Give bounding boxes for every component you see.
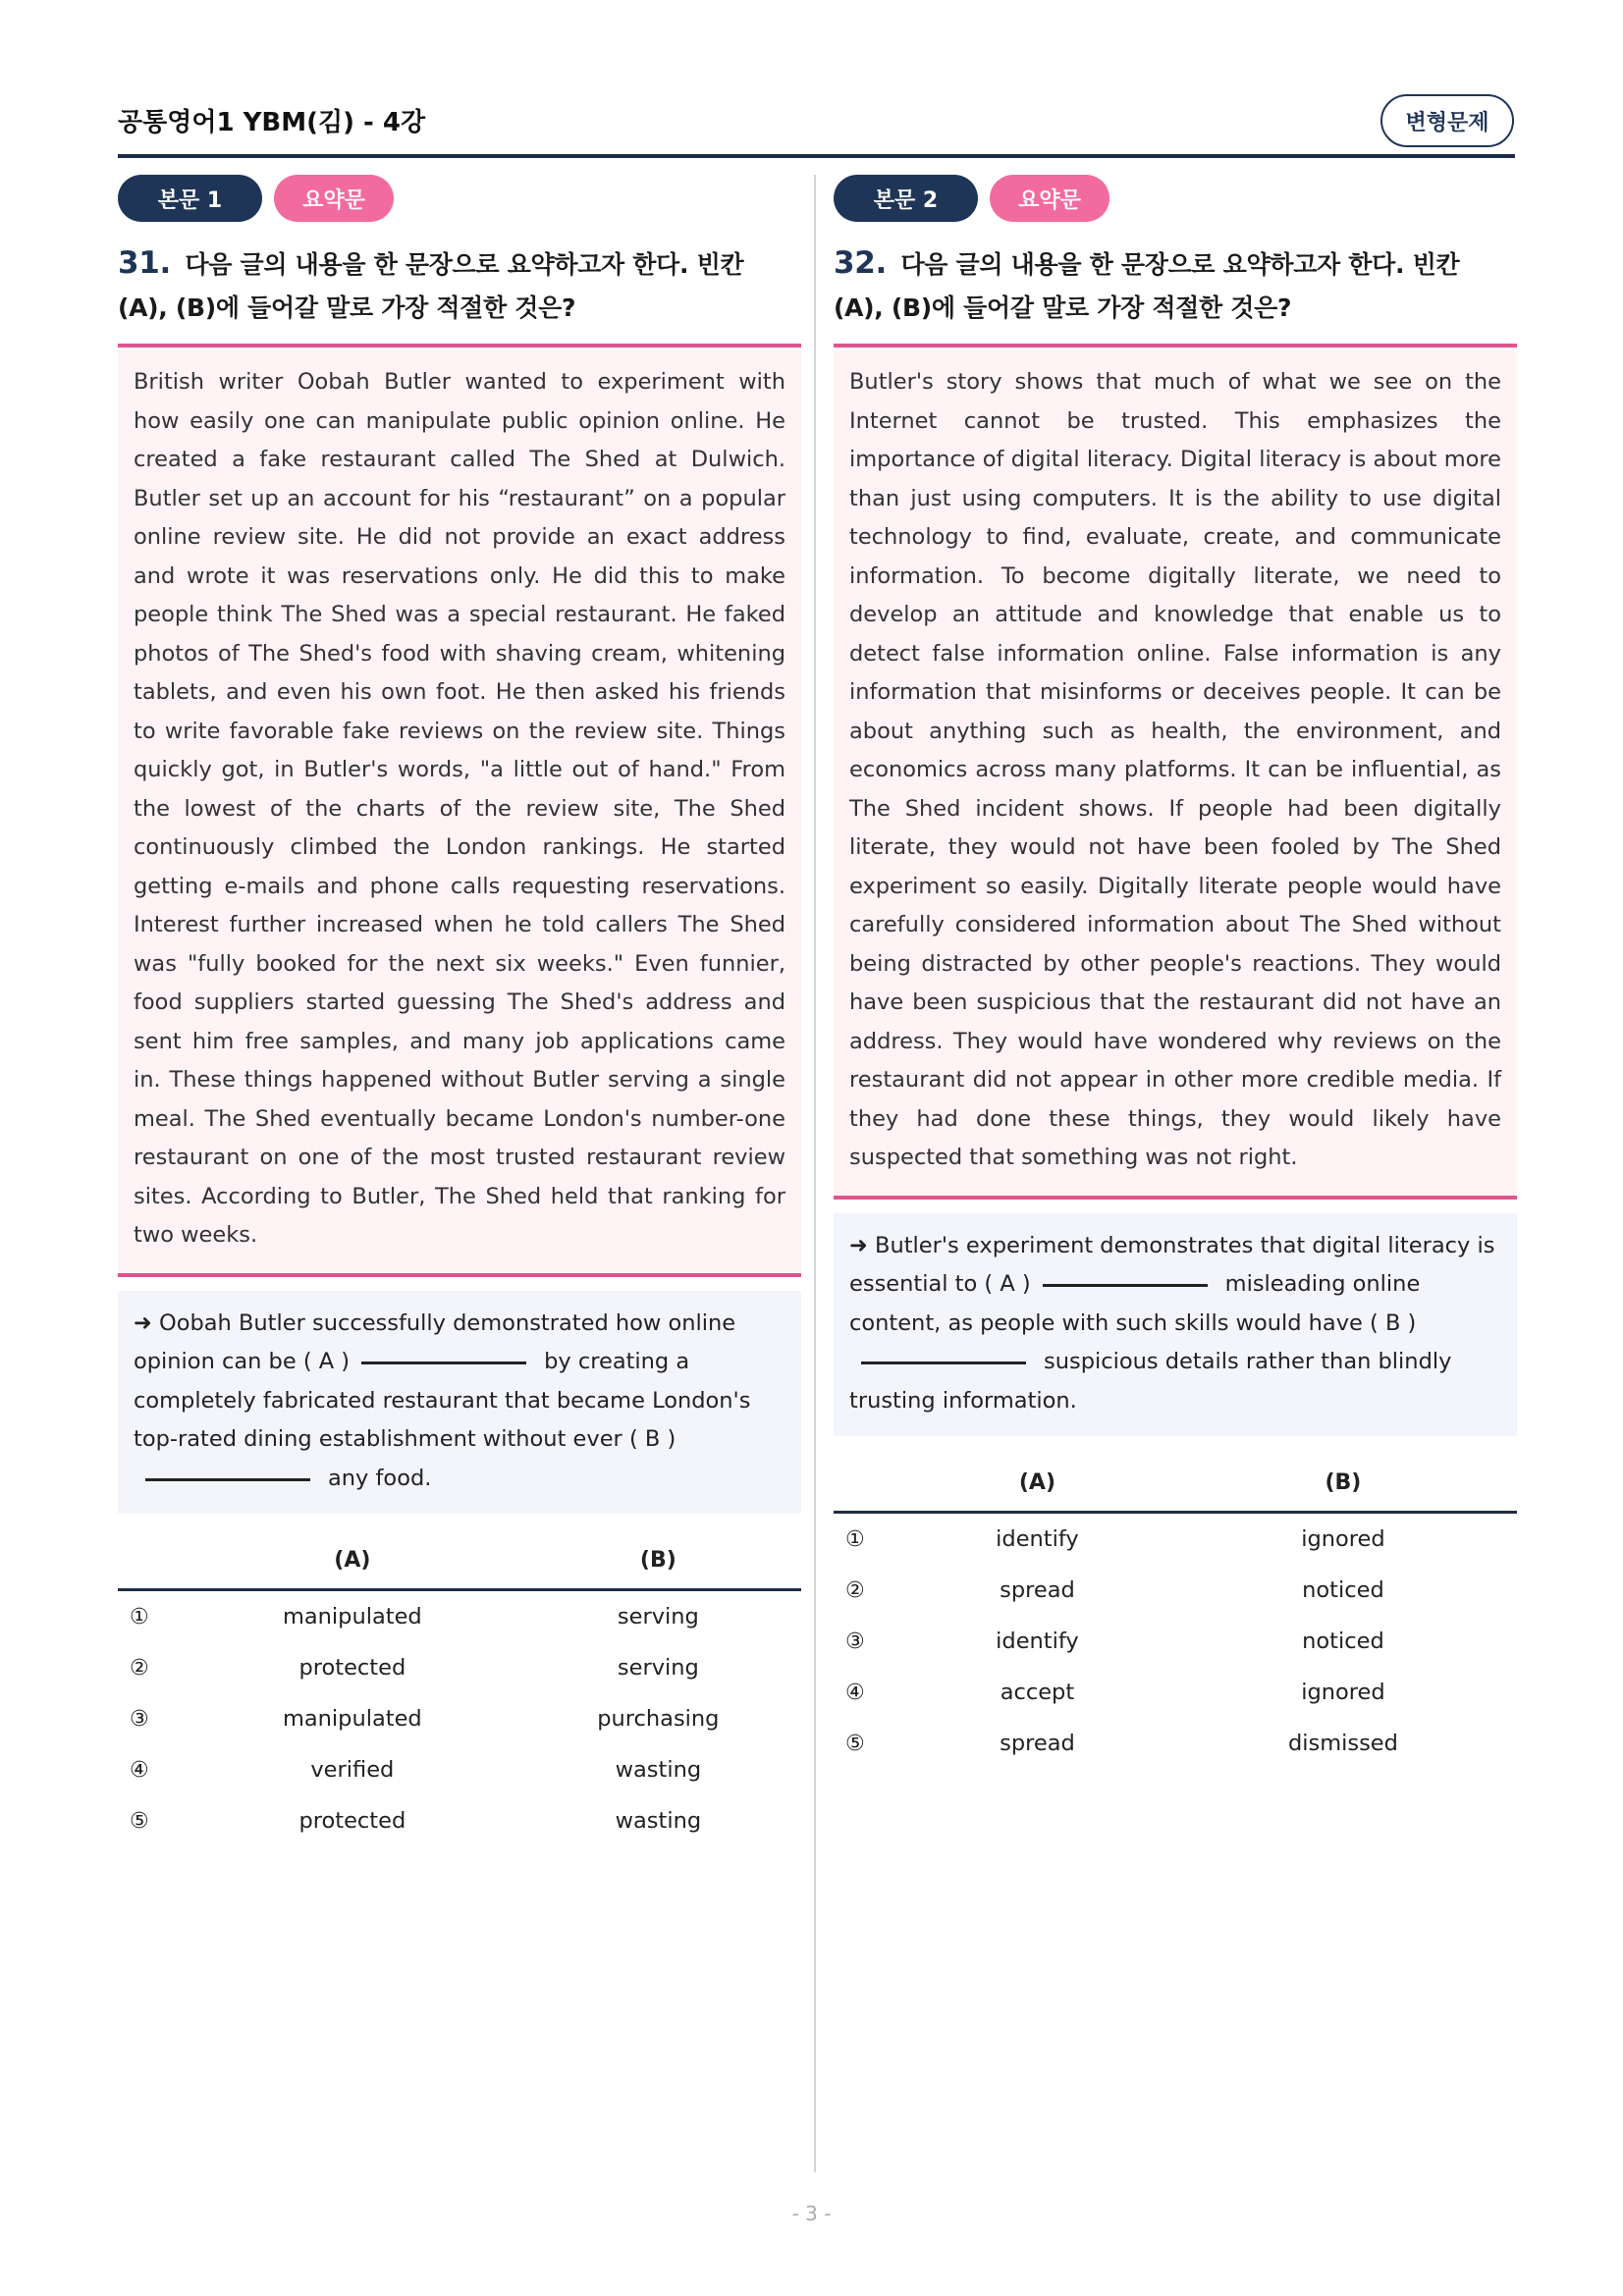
blank-b — [145, 1478, 310, 1481]
choice-a: identify — [996, 1526, 1079, 1552]
choice-b: wasting — [615, 1808, 702, 1834]
summary-box — [834, 1213, 1517, 1437]
question-prompt — [118, 241, 801, 330]
question-32-section — [834, 175, 1517, 1769]
choice-b: dismissed — [1287, 1731, 1398, 1756]
choice-a: spread — [1000, 1577, 1075, 1603]
tag-row — [118, 175, 801, 222]
choice-a: identify — [996, 1629, 1079, 1654]
choice-row[interactable] — [834, 1718, 1517, 1769]
choice-number: ⑤ — [845, 1731, 865, 1756]
choice-a: spread — [1000, 1731, 1075, 1756]
choice-b: serving — [617, 1604, 699, 1629]
column-divider — [814, 175, 816, 2172]
question-31-section — [118, 175, 801, 1846]
choice-b: wasting — [615, 1757, 702, 1783]
question-number: 31. — [118, 245, 172, 281]
summary-tag: 요약문 — [274, 175, 394, 222]
choice-row[interactable] — [834, 1667, 1517, 1718]
choice-number: ① — [845, 1526, 865, 1552]
choice-b: noticed — [1302, 1629, 1384, 1654]
choice-row[interactable] — [834, 1513, 1517, 1566]
choice-a: protected — [298, 1808, 406, 1834]
question-text: 다음 글의 내용을 한 문장으로 요약하고자 한다. 빈칸 (A), (B)에 들어갈 말로 가장 적절한 것은? — [118, 250, 744, 322]
choice-number: ③ — [130, 1706, 149, 1732]
choice-header-num — [118, 1531, 189, 1590]
choice-row[interactable] — [118, 1795, 801, 1846]
choice-row[interactable] — [118, 1693, 801, 1744]
choice-a: protected — [298, 1655, 406, 1681]
choice-header-a: (A) — [905, 1454, 1169, 1513]
summary-part-3: suspicious details rather than blindly trusting information. — [849, 1349, 1452, 1414]
choice-header-b: (B) — [515, 1531, 801, 1590]
choice-b: ignored — [1301, 1680, 1385, 1705]
choice-number: ④ — [130, 1757, 149, 1783]
passage-box: Butler's story shows that much of what we see on the Internet cannot be trusted. This emphasizes the importance of digital literacy. Digital literacy is about more than just using computers. It is the ability to use digital technology to find, evaluate, create, and communicate information. To become digitally literate, we need to develop an attitude and knowledge that enable us to detect false information online. False information is any information that misinforms or deceives people. It can be about anything such as health, the environment, and economics across many platforms. It can be influential, as The Shed incident shows. If people had been digitally literate, they would not have been fooled by The Shed experiment so easily. Digitally literate people would have carefully considered information about The Shed without being distracted by other people's reactions. They would have been suspicious that the restaurant did not have an address. They would have wondered why reviews on the restaurant did not appear in other more credible media. If they had done these things, they would likely have suspected that something was not right. — [834, 344, 1517, 1200]
question-text: 다음 글의 내용을 한 문장으로 요약하고자 한다. 빈칸 (A), (B)에 들어갈 말로 가장 적절한 것은? — [834, 250, 1460, 322]
choice-header-row — [118, 1531, 801, 1590]
choice-header-num — [834, 1454, 905, 1513]
choice-number: ② — [845, 1577, 865, 1603]
summary-tag: 요약문 — [990, 175, 1109, 222]
variant-badge: 변형문제 — [1380, 94, 1514, 147]
blank-a — [1043, 1284, 1208, 1287]
question-number: 32. — [834, 245, 888, 281]
summary-part-3: any food. — [328, 1465, 432, 1491]
choice-a: verified — [310, 1757, 395, 1783]
choice-header-b: (B) — [1169, 1454, 1517, 1513]
choice-number: ② — [130, 1655, 149, 1681]
summary-box — [118, 1291, 801, 1515]
choice-row[interactable] — [834, 1616, 1517, 1667]
passage-box: British writer Oobah Butler wanted to experiment with how easily one can manipulate public opinion online. He created a fake restaurant called The Shed at Dulwich. Butler set up an account for his “restaurant” on a popular online review site. He did not provide an exact address and wrote it was reservations only. He did this to make people think The Shed was a special restaurant. He faked photos of The Shed's food with shaving cream, whitening tablets, and even his own foot. He then asked his friends to write favorable fake reviews on the review site. Things quickly got, in Butler's words, "a little out of hand." From the lowest of the charts of the review site, The Shed continuously climbed the London rankings. He started getting e-mails and phone calls requesting reservations. Interest further increased when he told callers The Shed was "fully booked for the next six weeks." Even funnier, food suppliers started guessing The Shed's address and sent him free samples, and many job applications came in. These things happened without Butler serving a single meal. The Shed eventually became London's number-one restaurant on one of the most trusted restaurant review sites. According to Butler, The Shed held that ranking for two weeks. — [118, 344, 801, 1277]
choice-number: ④ — [845, 1680, 865, 1705]
choice-number: ① — [130, 1604, 149, 1629]
choice-row[interactable] — [118, 1590, 801, 1643]
choice-a: manipulated — [282, 1604, 422, 1629]
choice-table — [118, 1531, 801, 1846]
summary-part-1: ➜ Butler's experiment demonstrates that digital literacy is essential to ( A ) — [849, 1232, 1495, 1297]
summary-part-2: by creating a completely fabricated restaurant that became London's top-rated dining establishment without ever ( B ) — [134, 1349, 751, 1452]
text-tag: 본문 1 — [118, 175, 262, 222]
text-tag: 본문 2 — [834, 175, 978, 222]
choice-a: manipulated — [282, 1706, 422, 1732]
blank-a — [361, 1362, 526, 1364]
choice-number: ③ — [845, 1629, 865, 1654]
choice-row[interactable] — [834, 1565, 1517, 1616]
page-title: 공통영어1 YBM(김) - 4강 — [118, 108, 426, 137]
choice-table — [834, 1454, 1517, 1769]
choice-b: serving — [617, 1655, 699, 1681]
summary-part-1: ➜ Oobah Butler successfully demonstrated how online opinion can be ( A ) — [134, 1309, 736, 1374]
choice-b: purchasing — [597, 1706, 720, 1732]
choice-header-a: (A) — [189, 1531, 515, 1590]
summary-part-2: misleading online content, as people with such skills would have ( B ) — [849, 1271, 1421, 1336]
choice-a: accept — [1000, 1680, 1075, 1705]
blank-b — [861, 1362, 1026, 1364]
tag-row — [834, 175, 1517, 222]
choice-b: ignored — [1301, 1526, 1385, 1552]
page-number: - 3 - — [791, 2202, 832, 2225]
question-prompt — [834, 241, 1517, 330]
choice-row[interactable] — [118, 1744, 801, 1795]
choice-number: ⑤ — [130, 1808, 149, 1834]
choice-b: noticed — [1302, 1577, 1384, 1603]
header-divider — [118, 154, 1515, 158]
choice-row[interactable] — [118, 1642, 801, 1693]
choice-header-row — [834, 1454, 1517, 1513]
